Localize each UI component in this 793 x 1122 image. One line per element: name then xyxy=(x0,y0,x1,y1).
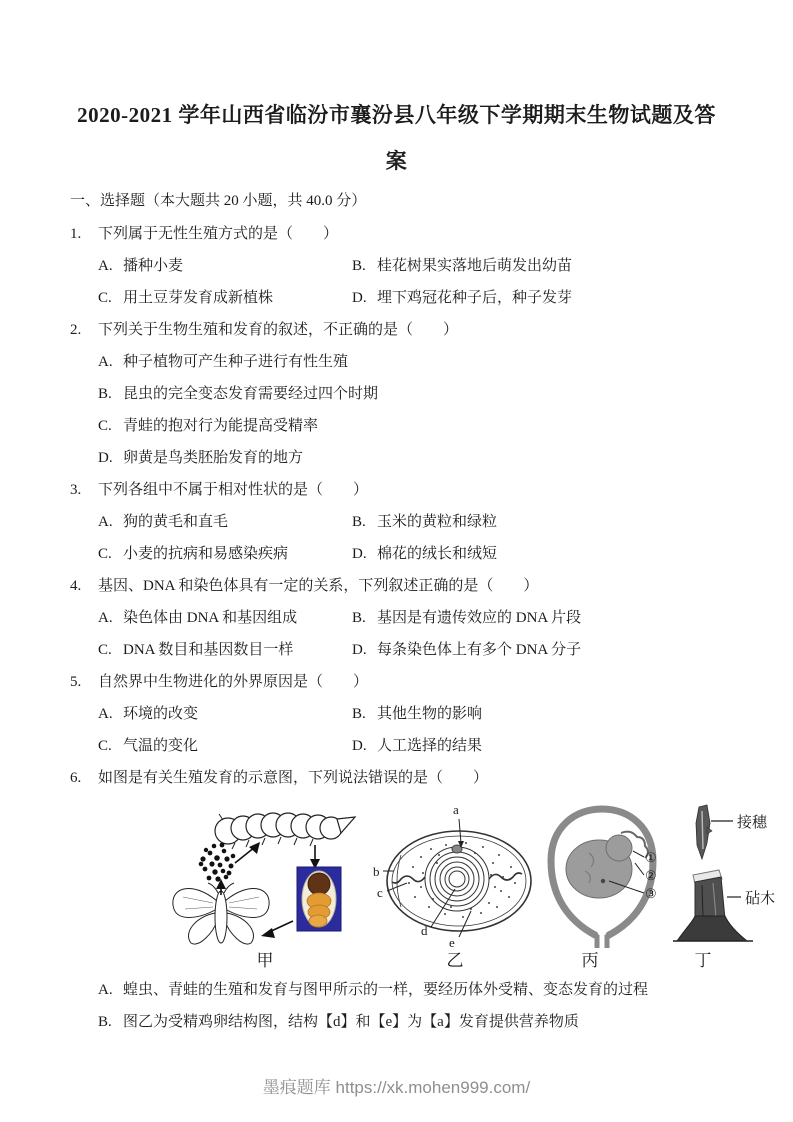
question-6-figure xyxy=(165,801,793,971)
option-text: 播种小麦 xyxy=(123,258,184,274)
option-text: 昆虫的完全变态发育需要经过四个时期 xyxy=(123,386,379,402)
option-row xyxy=(352,513,793,532)
option-label: D. xyxy=(352,290,367,306)
grafting-diagram xyxy=(669,801,793,949)
option-label: D. xyxy=(352,642,367,658)
option-row xyxy=(352,609,793,628)
option-row xyxy=(352,289,793,308)
egg-label-a: a xyxy=(453,802,459,817)
option-label: A. xyxy=(98,982,113,998)
figure-panel-embryo xyxy=(545,801,663,971)
option-label: A. xyxy=(98,610,113,626)
option-label: C. xyxy=(98,546,112,562)
option-label: C. xyxy=(98,290,112,306)
question-stem: 下列各组中不属于相对性状的是（ ） xyxy=(98,482,369,498)
silkworm-eggs xyxy=(199,843,236,882)
egg-structure-diagram xyxy=(371,801,539,949)
question-4 xyxy=(70,577,793,673)
option-label: D. xyxy=(98,450,113,466)
option-row xyxy=(352,545,793,564)
option-label: D. xyxy=(352,738,367,754)
option-label: B. xyxy=(352,514,366,530)
option-row xyxy=(98,981,793,1000)
option-row xyxy=(352,257,793,276)
option-label: A. xyxy=(98,354,113,370)
option-text: 狗的黄毛和直毛 xyxy=(123,514,229,530)
figure-label-ding: 丁 xyxy=(694,951,712,970)
question-stem: 下列属于无性生殖方式的是（ ） xyxy=(98,226,339,242)
option-row xyxy=(98,417,793,436)
option-row xyxy=(352,737,793,756)
option-row xyxy=(98,257,352,276)
figure-panel-grafting xyxy=(669,801,793,971)
option-label: A. xyxy=(98,514,113,530)
option-text: 环境的改变 xyxy=(123,706,199,722)
option-row xyxy=(352,705,793,724)
option-row xyxy=(98,737,352,756)
question-stem: 下列关于生物生殖和发育的叙述，不正确的是（ ） xyxy=(98,322,459,338)
option-text: 小麦的抗病和易感染疾病 xyxy=(123,546,289,562)
embryo-label-2: ② xyxy=(645,868,657,883)
section-header: 一、选择题（本大题共 20 小题，共 40.0 分） xyxy=(70,193,367,209)
option-row xyxy=(352,641,793,660)
option-row xyxy=(98,545,352,564)
egg-label-c: c xyxy=(377,885,383,900)
option-text: 青蛙的抱对行为能提高受精率 xyxy=(123,418,319,434)
option-label: A. xyxy=(98,258,113,274)
option-row xyxy=(98,289,352,308)
option-text: 基因是有遗传效应的 DNA 片段 xyxy=(377,610,582,626)
question-stem: 自然界中生物进化的外界原因是（ ） xyxy=(98,674,369,690)
figure-panel-egg-structure xyxy=(371,801,539,971)
option-row xyxy=(98,641,352,660)
question-list xyxy=(0,225,793,1032)
footer-watermark: 墨痕题库 https://xk.mohen999.com/ xyxy=(262,1078,531,1097)
embryo-development-diagram xyxy=(545,801,663,949)
question-2 xyxy=(70,321,793,468)
egg-label-e: e xyxy=(449,935,455,949)
pupa-photo xyxy=(297,867,341,931)
egg-label-b: b xyxy=(373,864,380,879)
option-text: 棉花的绒长和绒短 xyxy=(377,546,498,562)
question-stem: 如图是有关生殖发育的示意图，下列说法错误的是（ ） xyxy=(98,770,489,786)
figure-label-bing: 丙 xyxy=(581,951,599,970)
question-1 xyxy=(70,225,793,321)
question-number: 6. xyxy=(70,770,82,786)
figure-panel-silkworm-lifecycle xyxy=(165,801,365,971)
question-6 xyxy=(70,769,793,1032)
option-row xyxy=(98,513,352,532)
question-number: 1. xyxy=(70,226,82,242)
egg-label-d: d xyxy=(421,923,428,938)
option-label: A. xyxy=(98,706,113,722)
question-5 xyxy=(70,673,793,769)
option-row xyxy=(98,1013,793,1032)
option-text: 桂花树果实落地后萌发出幼苗 xyxy=(377,258,573,274)
page-title: 2020-2021 学年山西省临汾市襄汾县八年级下学期期末生物试题及答案 xyxy=(77,103,716,173)
option-text: 埋下鸡冠花种子后，种子发芽 xyxy=(377,290,573,306)
scion-label: 接穗 xyxy=(737,815,768,831)
question-number: 3. xyxy=(70,482,82,498)
embryo-label-1: ① xyxy=(645,850,657,865)
figure-label-yi: 乙 xyxy=(446,951,464,970)
option-row xyxy=(98,609,352,628)
option-label: B. xyxy=(98,1014,112,1030)
option-label: C. xyxy=(98,642,112,658)
option-text: DNA 数目和基因数目一样 xyxy=(123,642,294,658)
question-stem: 基因、DNA 和染色体具有一定的关系，下列叙述正确的是（ ） xyxy=(98,578,539,594)
rootstock-label: 砧木 xyxy=(745,891,776,907)
option-text: 图乙为受精鸡卵结构图，结构【d】和【e】为【a】发育提供营养物质 xyxy=(123,1014,579,1030)
option-text: 玉米的黄粒和绿粒 xyxy=(377,514,498,530)
option-row xyxy=(98,353,793,372)
option-text: 染色体由 DNA 和基因组成 xyxy=(123,610,298,626)
question-3 xyxy=(70,481,793,577)
embryo-label-3: ③ xyxy=(645,886,657,901)
option-row xyxy=(98,705,352,724)
option-text: 气温的变化 xyxy=(123,738,199,754)
silkworm-lifecycle-diagram xyxy=(165,801,365,949)
option-text: 人工选择的结果 xyxy=(377,738,483,754)
option-text: 其他生物的影响 xyxy=(377,706,483,722)
question-number: 5. xyxy=(70,674,82,690)
option-text: 用土豆芽发育成新植株 xyxy=(123,290,274,306)
option-text: 蝗虫、青蛙的生殖和发育与图甲所示的一样，要经历体外受精、变态发育的过程 xyxy=(123,982,649,998)
option-row xyxy=(98,385,793,404)
option-label: C. xyxy=(98,738,112,754)
option-row xyxy=(98,449,793,468)
option-label: C. xyxy=(98,418,112,434)
option-label: B. xyxy=(352,258,366,274)
question-number: 4. xyxy=(70,578,82,594)
option-label: B. xyxy=(352,610,366,626)
option-text: 卵黄是鸟类胚胎发育的地方 xyxy=(123,450,304,466)
option-label: B. xyxy=(352,706,366,722)
option-text: 每条染色体上有多个 DNA 分子 xyxy=(377,642,582,658)
question-number: 2. xyxy=(70,322,82,338)
option-text: 种子植物可产生种子进行有性生殖 xyxy=(123,354,349,370)
option-label: B. xyxy=(98,386,112,402)
figure-label-jia: 甲 xyxy=(256,951,274,970)
option-label: D. xyxy=(352,546,367,562)
